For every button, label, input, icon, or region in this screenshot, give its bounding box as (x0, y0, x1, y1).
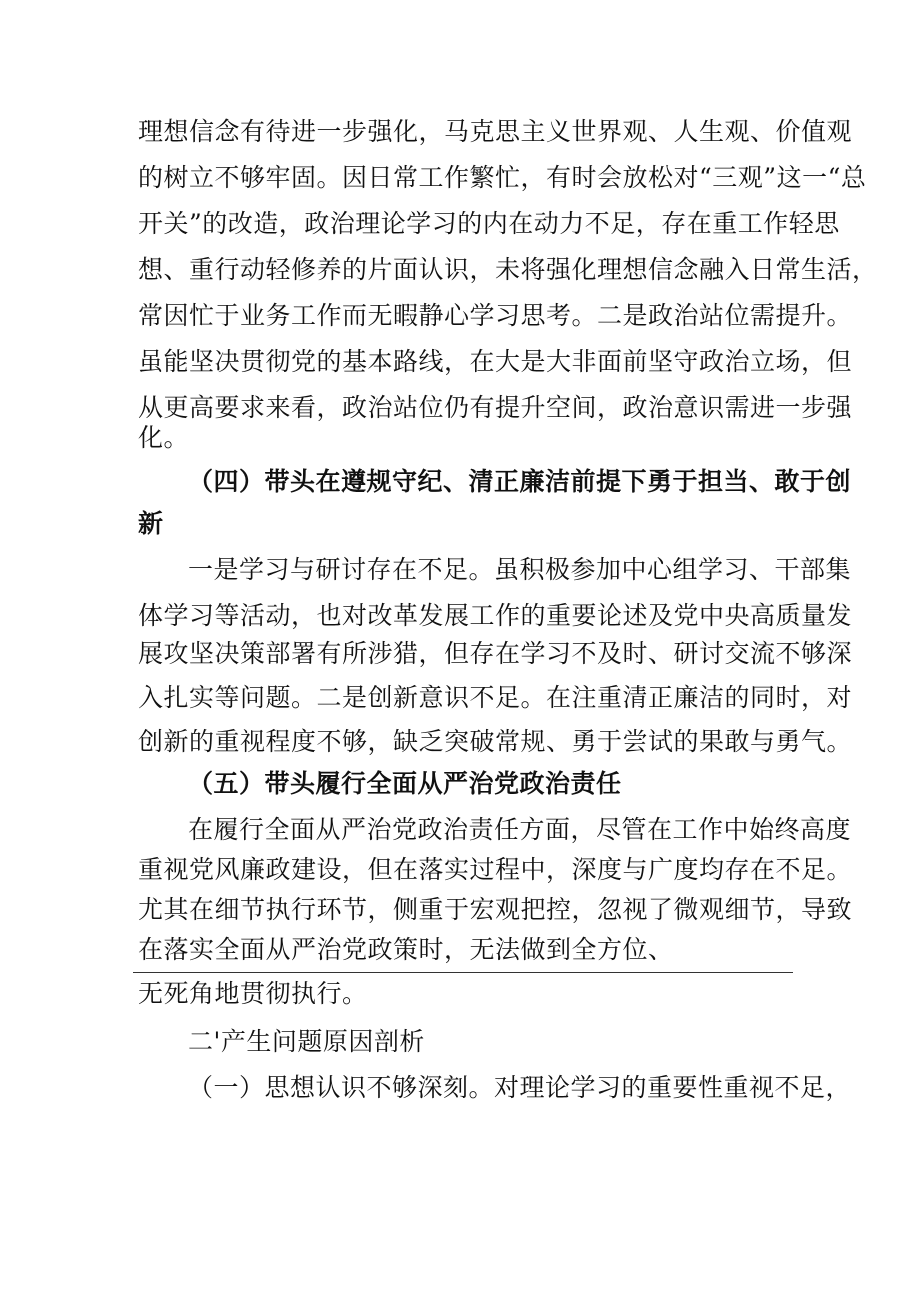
paragraph-line: 在落实全面从严治党政策时，无法做到全方位、 (138, 935, 674, 964)
paragraph-line: 开关”的改造，政治理论学习的内在动力不足，存在重工作轻思 (138, 209, 840, 238)
paragraph-line: 虽能坚决贯彻党的基本路线，在大是大非面前坚守政治立场，但 (138, 347, 853, 376)
paragraph-line: 入扎实等问题。二是创新意识不足。在注重清正廉洁的同时，对 (138, 683, 853, 712)
section-heading-4-continued: 新 (138, 509, 164, 538)
paragraph-line: 在履行全面从严治党政治责任方面，尽管在工作中始终高度 (188, 815, 852, 844)
paragraph-line: 重视党风廉政建设，但在落实过程中，深度与广度均存在不足。 (138, 855, 853, 884)
paragraph-line: 展攻坚决策部署有所涉猎，但存在学习不及时、研讨交流不够深 (138, 639, 853, 668)
paragraph-line: 体学习等活动，也对改革发展工作的重要论述及党中央高质量发 (138, 601, 853, 630)
paragraph-line: 想、重行动轻修养的片面认识，未将强化理想信念融入日常生活， (138, 255, 878, 284)
horizontal-divider (133, 972, 793, 973)
paragraph-line: 创新的重视程度不够，缺乏突破常规、勇于尝试的果敢与勇气。 (138, 727, 853, 756)
section-heading-5: （五）带头履行全面从严治党政治责任 (188, 769, 622, 798)
paragraph-line: 无死角地贯彻执行。 (138, 979, 368, 1008)
section-heading-2: 二'产生问题原因剖析 (188, 1027, 425, 1056)
paragraph-line: 化。 (138, 423, 190, 452)
paragraph-line: 从更高要求来看，政治站位仍有提升空间，政治意识需进一步强 (138, 393, 853, 422)
paragraph-line: 常因忙于业务工作而无暇静心学习思考。二是政治站位需提升。 (138, 301, 853, 330)
paragraph-line: 尤其在细节执行环节，侧重于宏观把控，忽视了微观细节，导致 (138, 895, 853, 924)
paragraph-line: 一是学习与研讨存在不足。虽积极参加中心组学习、干部集 (188, 555, 852, 584)
paragraph-line: 的树立不够牢固。因日常工作繁忙，有时会放松对“三观”这一“总 (138, 163, 867, 192)
paragraph-line: 理想信念有待进一步强化，马克思主义世界观、人生观、价值观 (138, 117, 853, 146)
paragraph-line: （一）思想认识不够深刻。对理论学习的重要性重视不足， (188, 1073, 852, 1102)
section-heading-4: （四）带头在遵规守纪、清正廉洁前提下勇于担当、敢于创 (188, 467, 852, 496)
